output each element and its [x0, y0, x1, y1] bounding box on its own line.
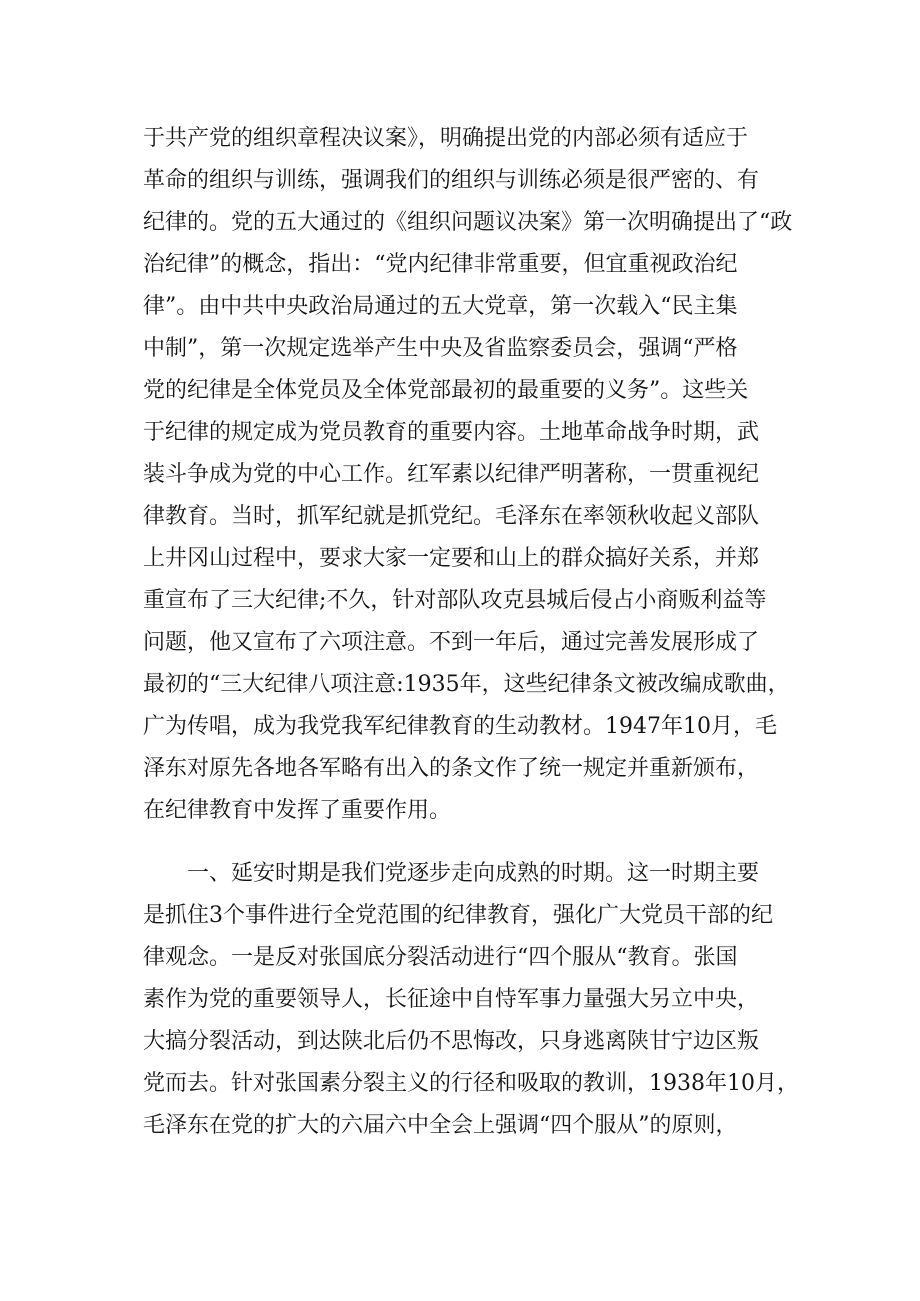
text-line: 律观念。一是反对张国底分裂活动进行“四个服从“教育。张国 [143, 945, 738, 970]
text-line: 治纪律”的概念，指出：“党内纪律非常重要，但宜重视政治纪 [143, 252, 738, 277]
text-line: 毛泽东在党的扩大的六届六中全会上强调“四个服从”的原则， [143, 1113, 738, 1138]
text-line: 党而去。针对张国素分裂主义的行径和吸取的教训，1938年10月， [143, 1071, 799, 1096]
text-line: 大搞分裂活动，到达陕北后仍不思悔改，只身逃离陕甘宁边区叛 [143, 1029, 760, 1054]
text-line: 是抓住3个事件进行全党范围的纪律教育，强化广大党员干部的纪 [143, 903, 773, 928]
text-line: 律教育。当时，抓军纪就是抓党纪。毛泽东在率领秋收起义部队 [143, 504, 760, 529]
paragraph-yanan-period [143, 853, 799, 1147]
text-line: 最初的“三大纪律八项注意:1935年，这些纪律条文被改编成歌曲， [143, 672, 790, 697]
text-line: 上井冈山过程中，要求大家一定要和山上的群众搞好关系，并郑 [143, 546, 760, 571]
text-line: 于纪律的规定成为党员教育的重要内容。土地革命战争时期，武 [143, 420, 760, 445]
text-line: 革命的组织与训练，强调我们的组织与训练必须是很严密的、有 [143, 168, 760, 193]
text-line: 在纪律教育中发挥了重要作用。 [143, 798, 452, 823]
text-line: 中制”，第一次规定选举产生中央及省监察委员会，强调“严格 [143, 336, 738, 361]
text-line: 重宣布了三大纪律;不久，针对部队攻克县城后侵占小商贩利益等 [143, 588, 767, 613]
text-line: 素作为党的重要领导人，长征途中自恃军事力量强大另立中央， [143, 987, 760, 1012]
text-line: 装斗争成为党的中心工作。红军素以纪律严明著称，一贯重视纪 [143, 462, 760, 487]
text-line: 于共产党的组织章程决议案》，明确提出党的内部必须有适应于 [143, 126, 749, 151]
text-line: 泽东对原先各地各军略有出入的条文作了统一规定并重新颁布， [143, 756, 760, 781]
text-line: 问题，他又宣布了六项注意。不到一年后，通过完善发展形成了 [143, 630, 760, 655]
text-line: 党的纪律是全体党员及全体党部最初的最重要的义务”。这些关 [143, 378, 749, 403]
text-line: 律”。由中共中央政治局通过的五大党章，第一次载入“民主集 [143, 294, 738, 319]
text-line: 一、延安时期是我们党逐步走向成熟的时期。这一时期主要 [187, 861, 760, 886]
paragraph-discipline-history [143, 118, 793, 832]
text-line: 纪律的。党的五大通过的《组织问题议决案》第一次明确提出了“政 [143, 210, 793, 235]
text-line: 广为传唱，成为我党我军纪律教育的生动教材。1947年10月，毛 [143, 714, 777, 739]
